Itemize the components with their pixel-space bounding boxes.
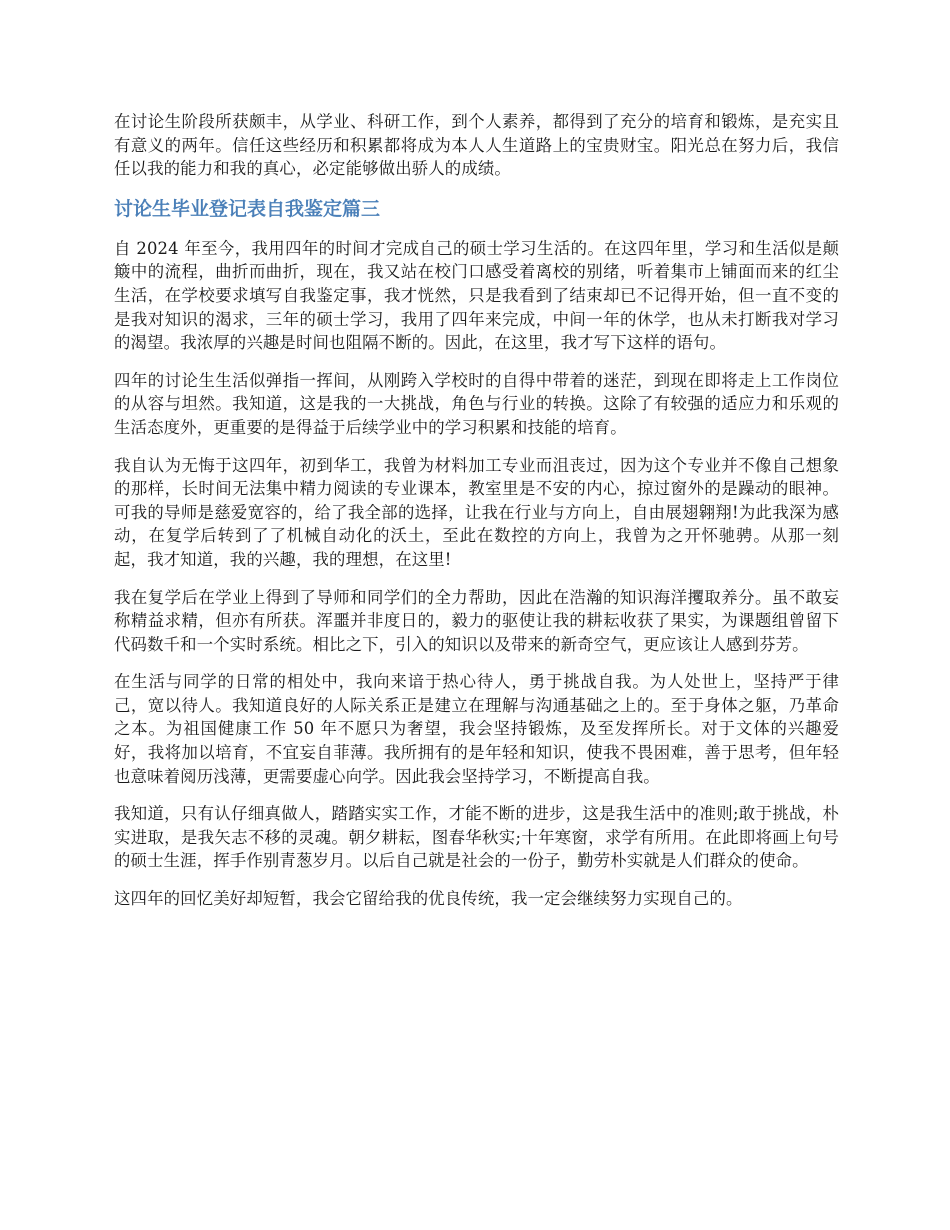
body-paragraph: 我自认为无悔于这四年，初到华工，我曾为材料加工专业而沮丧过，因为这个专业并不像自己想象的那样，长时间无法集中精力阅读的专业课本，教室里是不安的内心，掠过窗外的是躁动的眼神。可我的导师是慈爱宽容的，给了我全部的选择，让我在行业与方向上，自由展翅翱翔!为此我深为感动，在复学后转到了了机械自动化的沃土，至此在数控的方向上，我曾为之开怀驰骋。从那一刻起，我才知道，我的兴趣，我的理想，在这里! <box>114 455 839 569</box>
body-paragraph: 我知道，只有认仔细真做人，踏踏实实工作，才能不断的进步，这是我生活中的准则;敢于挑战，朴实进取，是我矢志不移的灵魂。朝夕耕耘，图春华秋实;十年寒窗，求学有所用。在此即将画上句号的硕士生涯，挥手作别青葱岁月。以后自己就是社会的一份子，勤劳朴实就是人们群众的使命。 <box>114 804 839 871</box>
section-heading: 讨论生毕业登记表自我鉴定篇三 <box>114 197 381 220</box>
intro-paragraph: 在讨论生阶段所获颇丰，从学业、科研工作，到个人素养，都得到了充分的培育和锻炼，是充实且有意义的两年。信任这些经历和积累都将成为本人人生道路上的宝贵财宝。阳光总在努力后，我信任以我的能力和我的真心，必定能够做出骄人的成绩。 <box>114 112 839 179</box>
document-page <box>114 110 839 925</box>
closing-paragraph: 这四年的回忆美好却短暂，我会它留给我的优良传统，我一定会继续努力实现自己的。 <box>114 889 743 909</box>
body-paragraph: 自 2024 年至今，我用四年的时间才完成自己的硕士学习生活的。在这四年里，学习和生活似是颠簸中的流程，曲折而曲折，现在，我又站在校门口感受着离校的别绪，听着集市上铺面而来的红尘生活，在学校要求填写自我鉴定事，我才恍然，只是我看到了结束却已不记得开始，但一直不变的是我对知识的渴求，三年的硕士学习，我用了四年来完成，中间一年的休学，也从未打断我对学习的渴望。我浓厚的兴趣是时间也阻隔不断的。因此，在这里，我才写下这样的语句。 <box>114 238 839 353</box>
body-paragraph: 在生活与同学的日常的相处中，我向来谙于热心待人，勇于挑战自我。为人处世上，坚持严于律己，宽以待人。我知道良好的人际关系正是建立在理解与沟通基础之上的。至于身体之躯，乃革命之本。为祖国健康工作 50 年不愿只为奢望，我会坚持锻炼，及至发挥所长。对于文体的兴趣爱好，我将加以培育，不宜妄自菲薄。我所拥有的是年轻和知识，使我不畏困难，善于思考，但年轻也意味着阅历浅薄，更需要虚心向学。因此我会坚持学习，不断提高自我。 <box>114 672 839 786</box>
body-paragraph: 四年的讨论生生活似弹指一挥间，从刚跨入学校时的自得中带着的迷茫，到现在即将走上工作岗位的从容与坦然。我知道，这是我的一大挑战，角色与行业的转换。这除了有较强的适应力和乐观的生活态度外，更重要的是得益于后续学业中的学习积累和技能的培育。 <box>114 370 839 437</box>
body-paragraph: 我在复学后在学业上得到了导师和同学们的全力帮助，因此在浩瀚的知识海洋攫取养分。虽不敢妄称精益求精，但亦有所获。浑噩并非度日的，毅力的驱使让我的耕耘收获了果实，为课题组曾留下代码数千和一个实时系统。相比之下，引入的知识以及带来的新奇空气，更应该让人感到芬芳。 <box>114 587 839 654</box>
